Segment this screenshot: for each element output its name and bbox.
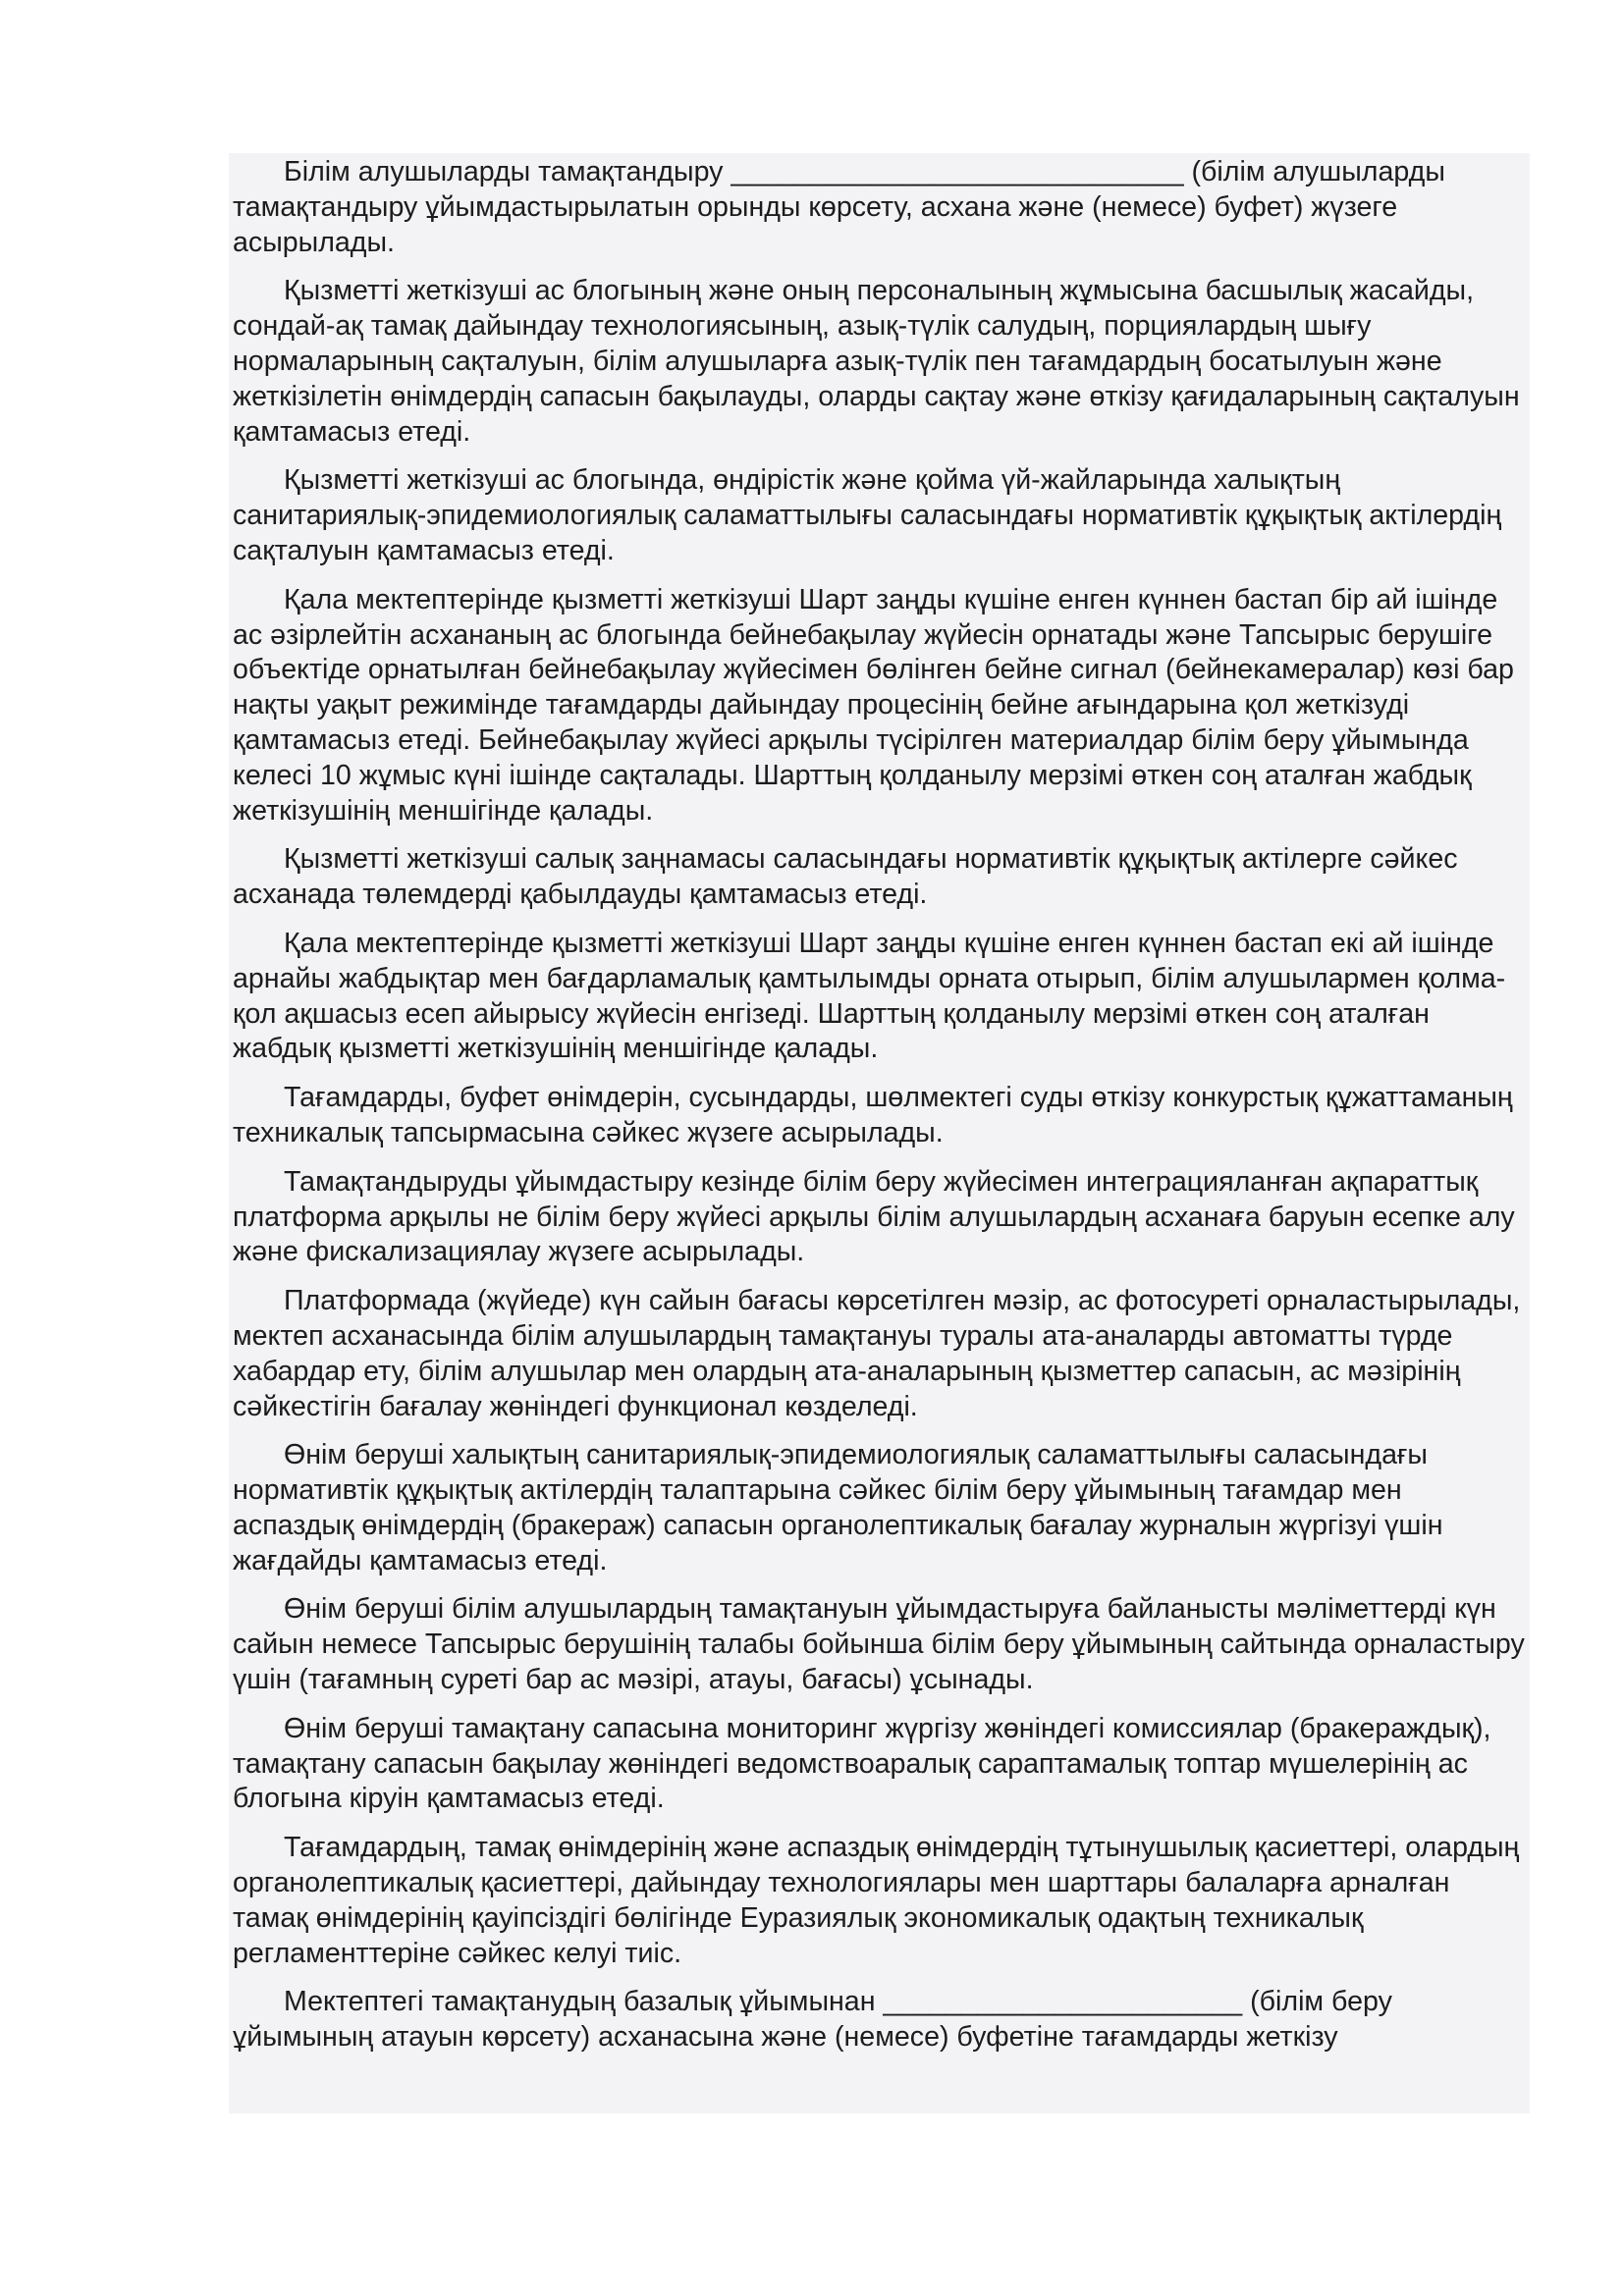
paragraph-11: Өнім беруші білім алушылардың тамақтануын ұйымдастыруға байланысты мәліметтерді күн сайын немесе Тапсырыс берушінің талабы бойынша білім беру ұйымының сайтында орналастыру үшін (тағамның суреті бар ас мәзірі, атауы, бағасы) ұсынады. [233, 1593, 1525, 1696]
paragraph-4: Қала мектептерінде қызметті жеткізуші Шарт заңды күшіне енген күннен бастап бір ай ішінде ас әзірлейтін асхананың ас блогында бейнебақылау жүйесін орнатады және Тапсырыс берушіге объектіде орнатылған бейнебақылау жүйесімен бөлінген бейне сигнал (бейнекамералар) көзі бар нақты уақыт режимінде тағамдарды дайындау процесінің бейне ағындарына қол жеткізуді қамтамасыз етеді. Бейнебақылау жүйесі арқылы түсірілген материалдар білім беру ұйымында келесі 10 жұмыс күні ішінде сақталады. Шарттың қолданылу мерзімі өткен соң аталған жабдық жеткізушінің меншігінде қалады. [233, 583, 1514, 827]
paragraph-12: Өнім беруші тамақтану сапасына мониторинг жүргізу жөніндегі комиссиялар (бракераждық), тамақтану сапасын бақылау жөніндегі ведомствоаралық сараптамалық топтар мүшелерінің ас блогына кіруін қамтамасыз етеді. [233, 1712, 1491, 1815]
paragraph-7: Тағамдарды, буфет өнімдерін, сусындарды, шөлмектегі суды өткізу конкурстық құжаттаманың техникалық тапсырмасына сәйкес жүзеге асырылады. [233, 1082, 1513, 1148]
paragraph-8: Тамақтандыруды ұйымдастыру кезінде білім беру жүйесімен интеграцияланған ақпараттық платформа арқылы не білім беру жүйесі арқылы білім алушылардың асханаға баруын есепке алу және фискализациялау жүзеге асырылады. [233, 1165, 1515, 1268]
paragraph-6: Қала мектептерінде қызметті жеткізуші Шарт заңды күшіне енген күннен бастап екі ай ішінде арнайы жабдықтар мен бағдарламалық қамтылымды орната отырып, білім алушылармен қолма-қол ақшасыз есеп айырысу жүйесін енгізеді. Шарттың қолданылу мерзімі өткен соң аталған жабдық қызметті жеткізушінің меншігінде қалады. [233, 927, 1506, 1065]
paragraph-14: Мектептегі тамақтанудың базалық ұйымынан _______________________ (білім беру ұйымының атауын көрсету) асханасына және (немесе) буфетіне тағамдарды жеткізу [233, 1986, 1392, 2054]
paragraph-10: Өнім беруші халықтың санитариялық-эпидемиологиялық саламаттылығы саласындағы нормативтік құқықтық актілердің талаптарына сәйкес білім беру ұйымының тағамдар мен аспаздық өнімдердің (бракераж) сапасын органолептикалық бағалау журналын жүргізуі үшін жағдайды қамтамасыз етеді. [233, 1439, 1443, 1576]
paragraph-13: Тағамдардың, тамақ өнімдерінің және аспаздық өнімдердің тұтынушылық қасиеттері, олардың органолептикалық қасиеттері, дайындау технологиялары мен шарттары балаларға арналған тамақ өнімдерінің қауіпсіздігі бөлігінде Еуразиялық экономикалық одақтың техникалық регламенттеріне сәйкес келуі тиіс. [233, 1832, 1520, 1969]
paragraph-9: Платформада (жүйеде) күн сайын бағасы көрсетілген мәзір, ас фотосуреті орналастырылады, мектеп асханасында білім алушылардың тамақтануы туралы ата-аналарды автоматты түрде хабардар ету, білім алушылар мен олардың ата-аналарының қызметтер сапасын, ас мәзірінің сәйкестігін бағалау жөніндегі функционал көзделеді. [233, 1285, 1521, 1422]
paragraph-2: Қызметті жеткізуші ас блогының және оның персоналының жұмысына басшылық жасайды, сондай-ақ тамақ дайындау технологиясының, азық-түлік салудың, порциялардың шығу нормаларының сақталуын, білім алушыларға азық-түлік пен тағамдардың босатылуын және жеткізілетін өнімдердің сапасын бақылауды, оларды сақтау және өткізу қағидаларының сақталуын қамтамасыз етеді. [233, 275, 1520, 448]
paragraph-3: Қызметті жеткізуші ас блогында, өндірістік және қойма үй-жайларында халықтың санитариялық-эпидемиологиялық саламаттылығы саласындағы нормативтік құқықтық актілердің сақталуын қамтамасыз етеді. [233, 464, 1502, 566]
paragraph-1: Білім алушыларды тамақтандыру _____________________________ (білім алушыларды тамақтандыру ұйымдастырылатын орынды көрсету, асхана және (немесе) буфет) жүзеге асырылады. [233, 156, 1445, 258]
paragraph-5: Қызметті жеткізуші салық заңнамасы саласындағы нормативтік құқықтық актілерге сәйкес асханада төлемдерді қабылдауды қамтамасыз етеді. [233, 843, 1458, 911]
document-text-block [229, 153, 1530, 2113]
